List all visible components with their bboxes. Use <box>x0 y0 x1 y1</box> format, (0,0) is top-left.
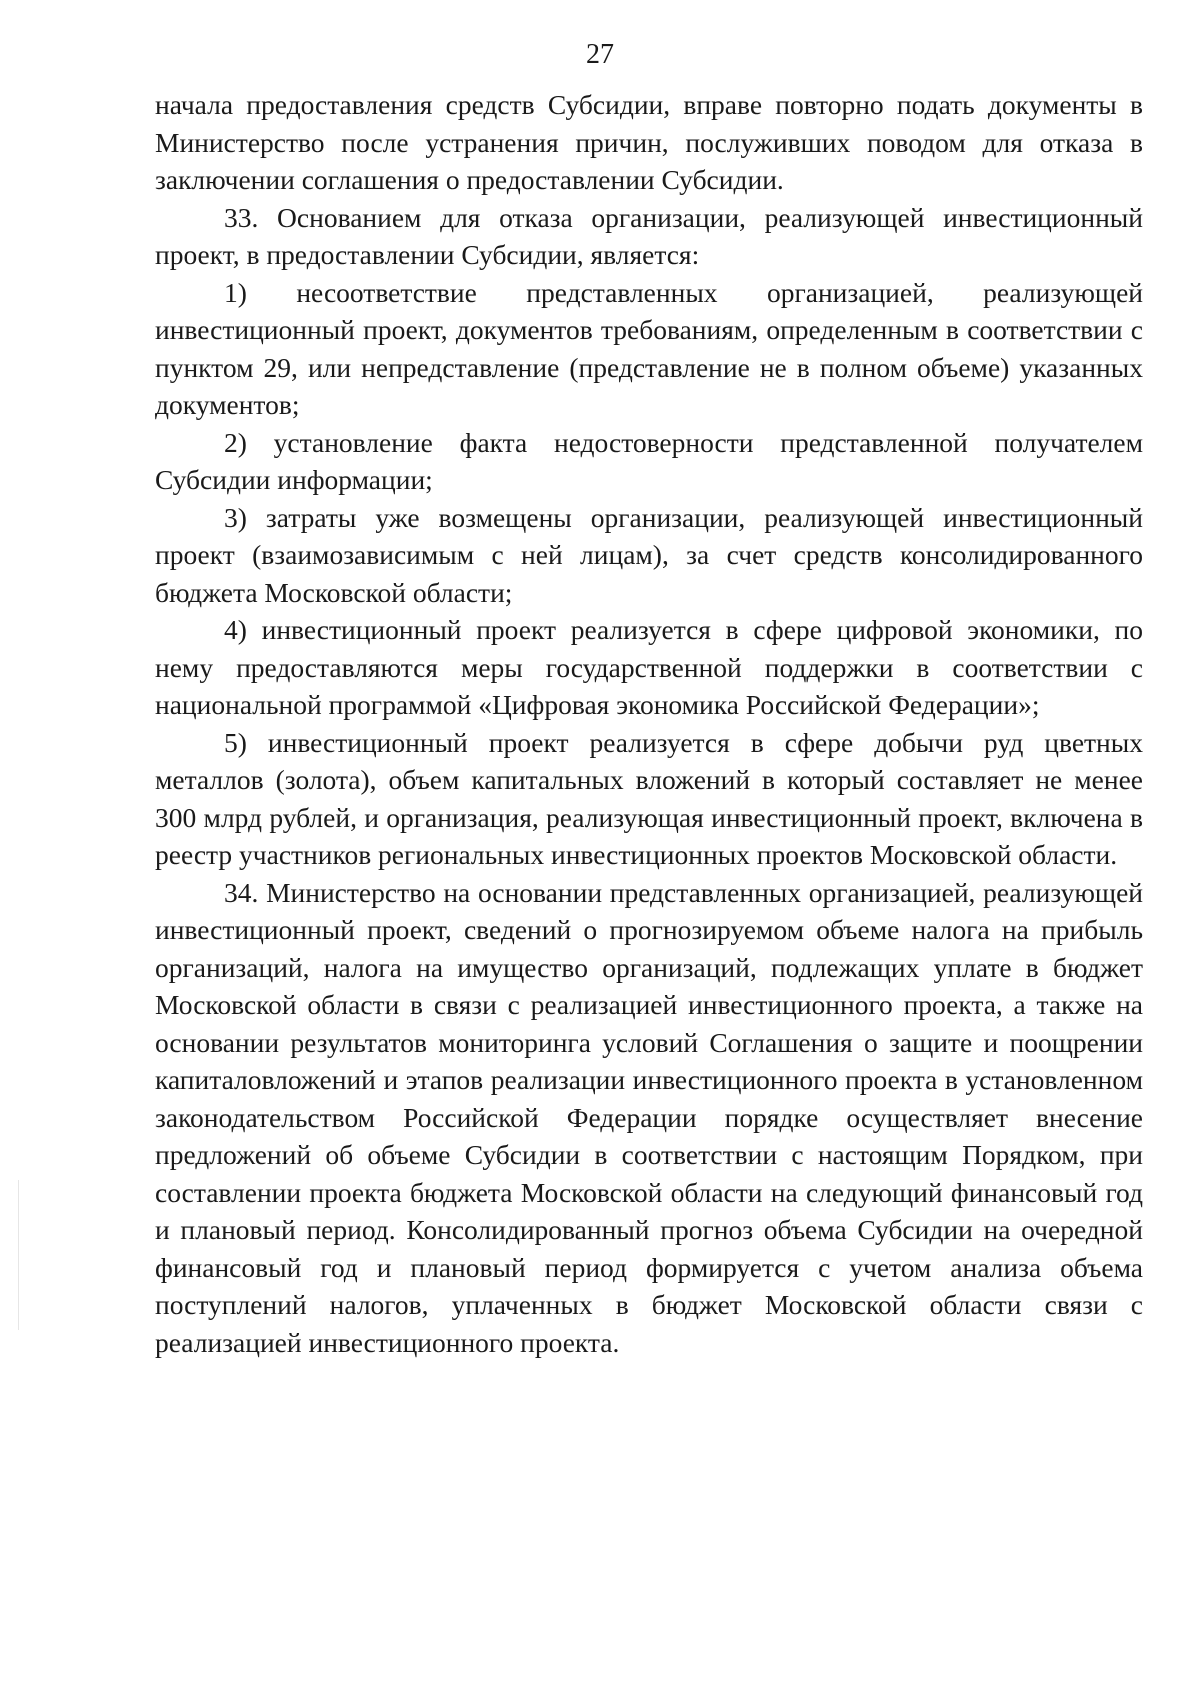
paragraph-clause-34: 34. Министерство на основании представленных организацией, реализующей инвестиционный проект, сведений о прогнозируемом объеме налога на прибыль организаций, налога на имущество организаций, подлежащих уплате в бюджет Московской области в связи с реализацией инвестиционного проекта, а также на основании результатов мониторинга условий Соглашения о защите и поощрении капиталовложений и этапов реализации инвестиционного проекта в установленном законодательством Российской Федерации порядке осуществляет внесение предложений об объеме Субсидии в соответствии с настоящим Порядком, при составлении проекта бюджета Московской области на следующий финансовый год и плановый период. Консолидированный прогноз объема Субсидии на очередной финансовый год и плановый период формируется с учетом анализа объема поступлений налогов, уплаченных в бюджет Московской области связи с реализацией инвестиционного проекта. <box>155 876 1143 1358</box>
paragraph-continuation: начала предоставления средств Субсидии, вправе повторно подать документы в Министерство после устранения причин, послуживших поводом для отказа в заключении соглашения о предоставлении Субсидии. <box>155 89 1143 195</box>
list-item-4: 4) инвестиционный проект реализуется в сфере цифровой экономики, по нему предоставляются меры государственной поддержки в соответствии с национальной программой «Цифровая экономика Российской Федерации»; <box>155 614 1143 720</box>
paragraph-clause-33: 33. Основанием для отказа организации, реализующей инвестиционный проект, в предоставлении Субсидии, является: <box>155 201 1143 270</box>
list-item-3: 3) затраты уже возмещены организации, реализующей инвестиционный проект (взаимозависимым с ней лицам), за счет средств консолидированного бюджета Московской области; <box>155 501 1143 608</box>
list-item-5: 5) инвестиционный проект реализуется в сфере добычи руд цветных металлов (золота), объем капитальных вложений в который составляет не менее 300 млрд рублей, и организация, реализующая инвестиционный проект, включена в реестр участников региональных инвестиционных проектов Московской области. <box>155 726 1143 870</box>
document-body <box>155 86 1143 1361</box>
scan-edge-mark <box>18 1180 19 1330</box>
list-item-2: 2) установление факта недостоверности представленной получателем Субсидии информации; <box>155 426 1143 495</box>
page-number: 27 <box>586 39 614 70</box>
list-item-1: 1) несоответствие представленных организацией, реализующей инвестиционный проект, документов требованиям, определенным в соответствии с пунктом 29, или непредставление (представление не в полном объеме) указанных документов; <box>155 276 1143 420</box>
